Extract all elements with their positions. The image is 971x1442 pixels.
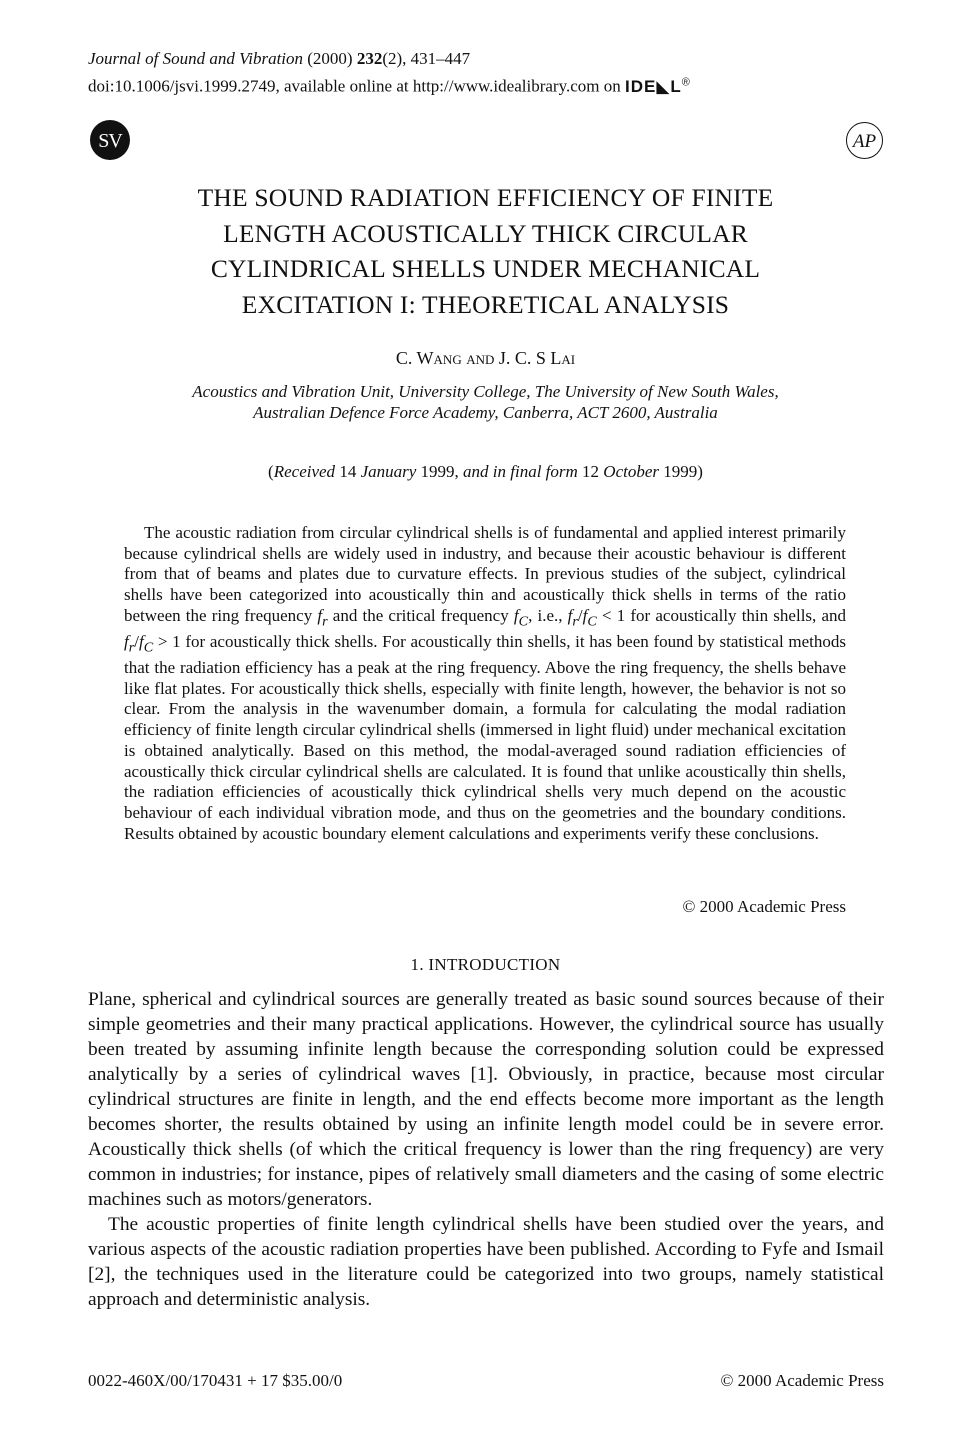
article-title	[90, 180, 881, 322]
affiliation	[90, 381, 881, 423]
abstract-copyright: © 2000 Academic Press	[682, 897, 846, 916]
journal-year: (2000)	[307, 49, 353, 68]
affiliation-line: Acoustics and Vibration Unit, University College, The University of New South Wales,	[192, 382, 779, 401]
title-line: EXCITATION I: THEORETICAL ANALYSIS	[241, 289, 730, 319]
journal-name: Journal of Sound and Vibration	[88, 49, 304, 68]
journal-volume: 232	[356, 49, 383, 68]
footer-copyright: © 2000 Academic Press	[720, 1371, 884, 1390]
doi-line	[88, 71, 691, 98]
footer-code: 0022-460X/00/170431 + 17 $35.00/0	[88, 1371, 343, 1390]
paragraph: The acoustic properties of finite length cylindrical shells have been studied over the years, and various aspects of the acoustic radiation properties have been published. According to Fyfe and Ismail [2], the techniques used in the literature could be categorized into two groups, namely statistical approach and deterministic analysis.	[88, 1214, 884, 1310]
paragraph: Plane, spherical and cylindrical sources are generally treated as basic sound sources because of their simple geometries and their many practical applications. However, the cylindrical source has usually been treated by assuming infinite length because the corresponding solution could be expressed analytically by a series of cylindrical waves [1]. Obviously, in practice, because most circular cylindrical structures are finite in length, and the end effects become more important as the length becomes shorter, the results obtained by using an infinite length model could be in severe error. Acoustically thick shells (of which the critical frequency is lower than the ring frequency) are very common in industries; for instance, pipes of relatively small diameters and the casing of some electric machines such as motors/generators.	[88, 989, 884, 1210]
ap-logo: AP	[846, 122, 883, 159]
sv-logo: SV	[90, 120, 130, 160]
section-heading: 1. INTRODUCTION	[410, 955, 561, 974]
received-dates: (Received 14 January 1999, and in final form 12 October 1999)	[268, 462, 703, 481]
journal-citation	[88, 48, 470, 70]
title-line: THE SOUND RADIATION EFFICIENCY OF FINITE	[197, 183, 774, 212]
authors	[90, 346, 881, 370]
affiliation-line: Australian Defence Force Academy, Canberra, ACT 2600, Australia	[253, 403, 718, 422]
title-line: LENGTH ACOUSTICALLY THICK CIRCULAR	[223, 218, 748, 248]
abstract: The acoustic radiation from circular cylindrical shells is of fundamental and applied interest primarily because cylindrical shells are widely used in industry, and because their acoustic behaviour is different from that of beams and plates due to curvature effects. In previous studies of the subject, cylindrical shells have been categorized into acoustically thin and acoustically thick shells in terms of the ratio between the ring frequency $f_r$ and the critical frequency $f_C$, i.e., $f_r/f_C < 1$ for acoustically thin shells, and $f_r/f_C > 1$ for acoustically thick shells. For acoustically thin shells, it has been found by statistical methods that the radiation efficiency has a peak at the ring frequency. Above the ring frequency, the shells behave like flat plates. For acoustically thick shells, especially with finite length, however, the behavior is not so clear. From the analysis in the wavenumber domain, a formula for calculating the modal radiation efficiency of finite length circular cylindrical shells (immersed in light fluid) under mechanical excitation is obtained analytically. Based on this method, the modal-averaged sound radiation efficiencies of acoustically thick circular cylindrical shells are calculated. It is found that unlike acoustically thin shells, the radiation efficiencies of acoustically thick cylindrical shells very much depend on the acoustic behaviour of each individual vibration mode, and thus on the geometries and the boundary conditions. Results obtained by acoustic boundary element calculations and experiments verify these conclusions.	[124, 523, 847, 843]
body-text	[88, 987, 884, 1312]
journal-issue-pages: (2), 431–447	[382, 49, 471, 68]
author-and: and	[466, 348, 495, 368]
author-name: J. C. S Lai	[498, 348, 576, 368]
title-line: CYLINDRICAL SHELLS UNDER MECHANICAL	[210, 254, 761, 283]
doi-text: doi:10.1006/jsvi.1999.2749, available online at http://www.idealibrary.com on	[88, 76, 621, 96]
ideal-logo: IDE◣L®	[624, 76, 691, 96]
author-name: C. Wang	[395, 348, 462, 368]
